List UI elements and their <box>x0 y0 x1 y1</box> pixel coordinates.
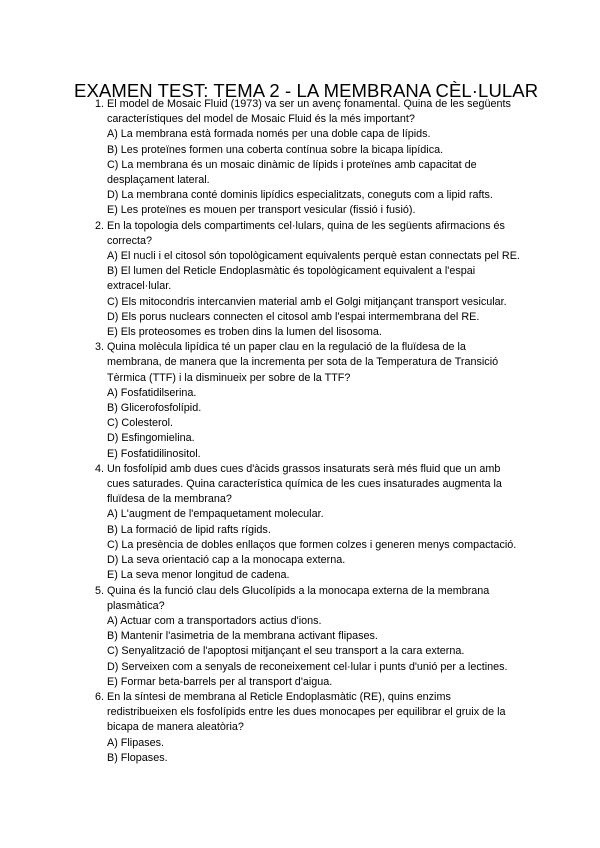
answer-option: D) Esfingomielina. <box>107 432 195 445</box>
question-number: 4. <box>94 462 104 475</box>
question-item <box>94 584 523 690</box>
answer-option: A) Fosfatidilserina. <box>107 386 197 399</box>
answer-option: C) Els mitocondris intercanvien material amb el Golgi mitjançant transport vesicular. <box>107 295 507 308</box>
answer-option: A) Flipases. <box>107 736 164 749</box>
answer-option: D) La seva orientació cap a la monocapa externa. <box>107 554 346 567</box>
answer-option: A) Actuar com a transportadors actius d'ions. <box>107 614 322 627</box>
question-item <box>94 462 523 584</box>
answer-option: E) La seva menor longitud de cadena. <box>107 569 290 582</box>
answer-option: B) Flopases. <box>107 751 168 764</box>
page-title: EXAMEN TEST: TEMA 2 - LA MEMBRANA CÈL·LULAR <box>74 80 539 102</box>
answer-option: C) La presència de dobles enllaços que formen colzes i generen menys compactació. <box>107 538 517 551</box>
question-text: Quina molècula lipídica té un paper clau en la regulació de la fluïdesa de la membrana, de manera que la incrementa per sota de la Temperatura de Transició Tèrmica (TTF) i la disminueix per sobre de la TTF? <box>107 341 499 384</box>
answer-option: E) Formar beta-barrels per al transport d'aigua. <box>107 675 333 688</box>
question-list <box>94 97 523 766</box>
question-text: El model de Mosaic Fluid (1973) va ser un avenç fonamental. Quina de les següents característiques del model de Mosaic Fluid és la més important? <box>107 98 511 126</box>
answer-option: E) Els proteosomes es troben dins la lumen del lisosoma. <box>107 326 382 339</box>
question-text: Quina és la funció clau dels Glucolípids a la monocapa externa de la membrana plasmàtica? <box>107 584 490 612</box>
answer-option: C) Senyalització de l'apoptosi mitjançant el seu transport a la cara externa. <box>107 645 465 658</box>
answer-option: B) La formació de lipid rafts rígids. <box>107 523 271 536</box>
answer-option: A) El nucli i el citosol són topològicament equivalents perquè estan connectats pel RE. <box>107 250 520 263</box>
answer-option: A) La membrana està formada només per una doble capa de lípids. <box>107 128 431 141</box>
answer-option: E) Fosfatidilinositol. <box>107 447 201 460</box>
question-number: 5. <box>94 584 104 597</box>
answer-option: D) La membrana conté dominis lipídics especialitzats, coneguts com a lipid rafts. <box>107 189 493 202</box>
answer-option: B) Les proteïnes formen una coberta contínua sobre la bicapa lipídica. <box>107 143 444 156</box>
question-number: 2. <box>94 219 104 232</box>
question-number: 6. <box>94 690 104 703</box>
question-text: En la síntesi de membrana al Reticle Endoplasmàtic (RE), quins enzims redistribueixen els fosfolípids entre les dues monocapes per equilibrar el gruix de la bicapa de manera aleatòria? <box>107 690 506 734</box>
question-number: 3. <box>94 341 104 354</box>
answer-option: D) Els porus nuclears connecten el citosol amb l'espai intermembrana del RE. <box>107 310 480 323</box>
answer-option: E) Les proteïnes es mouen per transport vesicular (fissió i fusió). <box>107 204 416 217</box>
question-item <box>94 690 523 766</box>
answer-option: C) Colesterol. <box>107 417 173 430</box>
question-number: 1. <box>94 98 104 110</box>
question-item <box>94 97 523 219</box>
answer-option: C) La membrana és un mosaic dinàmic de lípids i proteïnes amb capacitat de desplaçament lateral. <box>107 158 477 187</box>
question-item <box>94 219 523 341</box>
question-item <box>94 340 523 462</box>
answer-option: B) Mantenir l'asimetria de la membrana activant flipases. <box>107 630 378 643</box>
question-text: En la topologia dels compartiments cel·lulars, quina de les següents afirmacions és correcta? <box>107 219 505 247</box>
answer-option: D) Serveixen com a senyals de reconeixement cel·lular i punts d'unió per a lectines. <box>107 660 508 673</box>
question-text: Un fosfolípid amb dues cues d'àcids grassos insaturats serà més fluid que un amb cues saturades. Quina característica química de les cues insaturades augmenta la fluïdesa de la membrana? <box>107 462 502 506</box>
answer-option: B) El lumen del Reticle Endoplasmàtic és topològicament equivalent a l'espai extracel·lular. <box>107 265 476 293</box>
answer-option: B) Glicerofosfolípid. <box>107 402 202 415</box>
answer-option: A) L'augment de l'empaquetament molecular. <box>107 508 324 521</box>
